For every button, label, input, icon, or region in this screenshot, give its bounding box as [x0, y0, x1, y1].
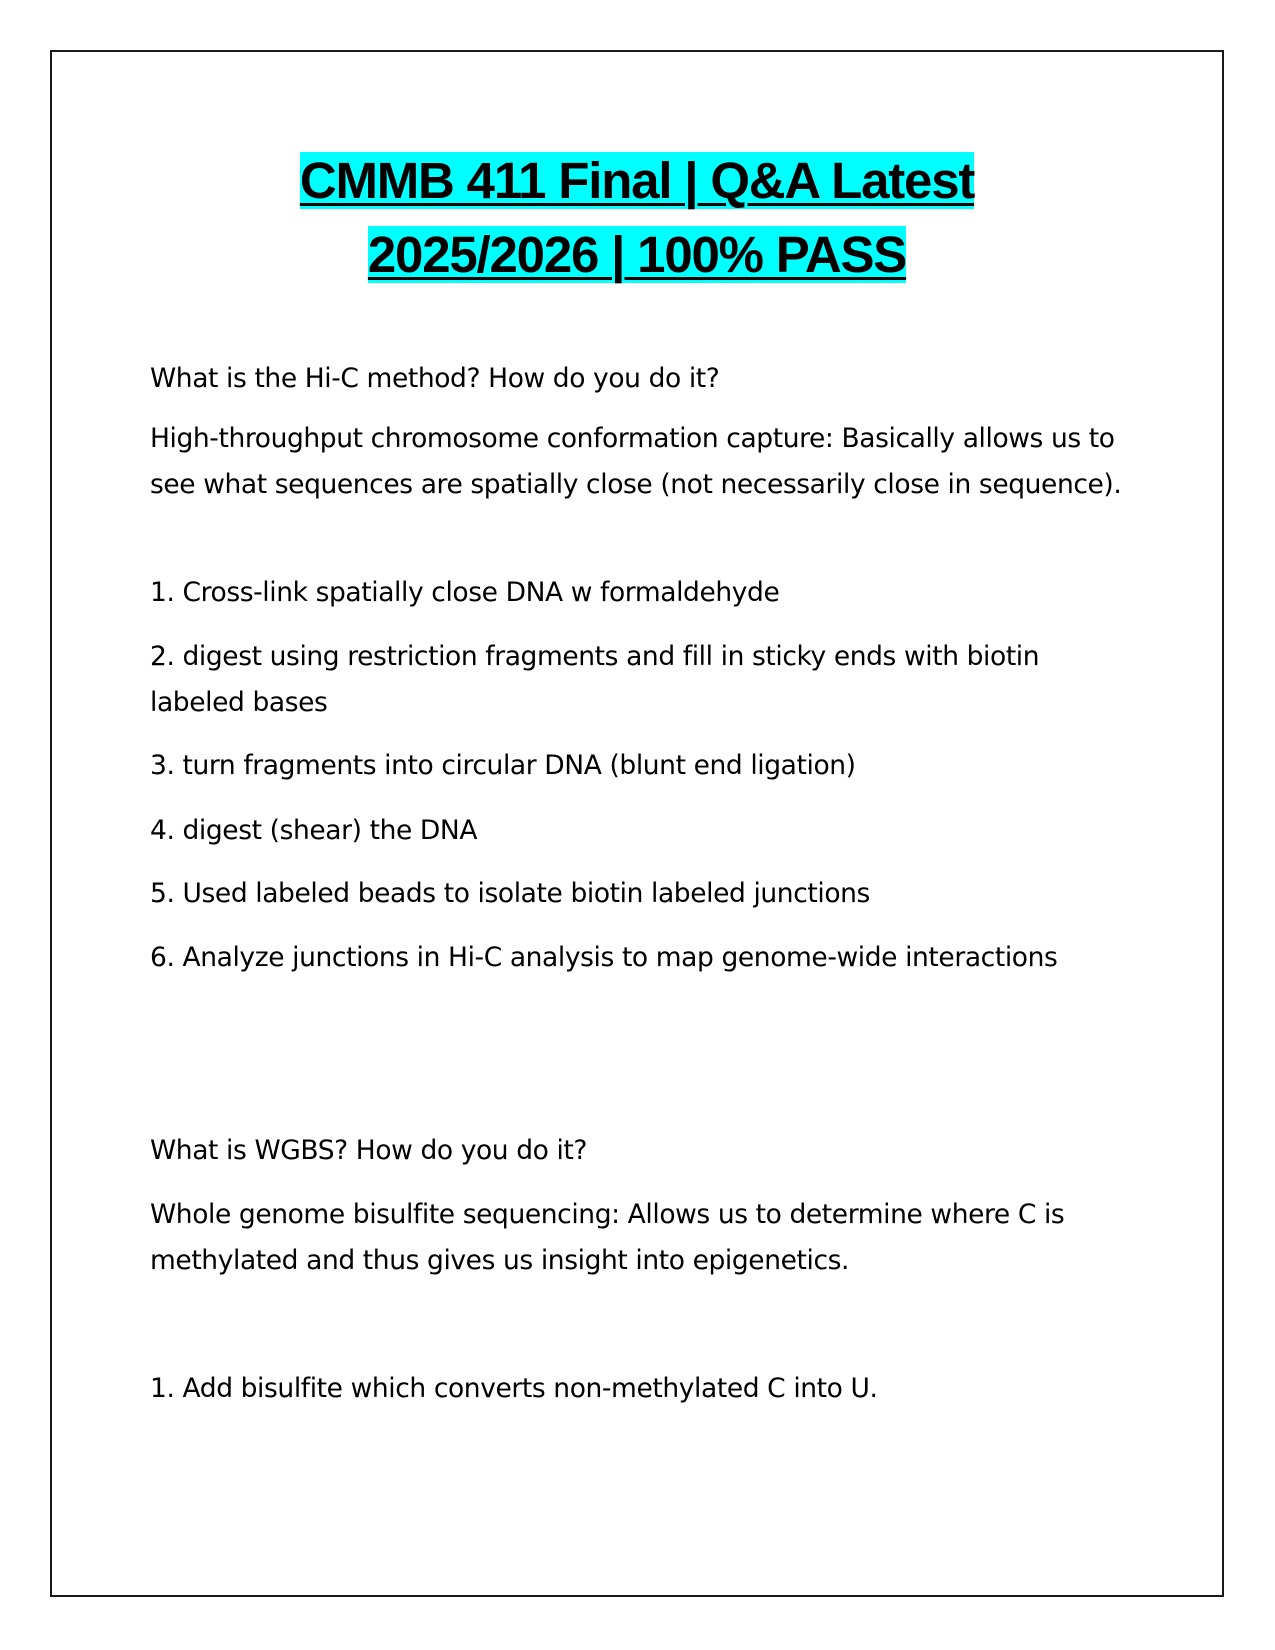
title-line-2: 2025/2026 | 100% PASS: [367, 226, 907, 283]
wgbs-step-1: 1. Add bisulfite which converts non-methylated C into U.: [150, 1373, 878, 1404]
question-hic: What is the Hi-C method? How do you do it?: [150, 363, 720, 394]
hic-step-2: 2. digest using restriction fragments and fill in sticky ends with biotin labeled bases: [150, 641, 1040, 718]
title-line-1: CMMB 411 Final | Q&A Latest: [299, 152, 975, 209]
hic-step-6: 6. Analyze junctions in Hi-C analysis to map genome-wide interactions: [150, 942, 1058, 973]
answer-hic: High-throughput chromosome conformation capture: Basically allows us to see what sequences are spatially close (not necessarily close in sequence).: [150, 423, 1122, 500]
hic-step-5: 5. Used labeled beads to isolate biotin labeled junctions: [150, 878, 870, 909]
document-title: [50, 144, 1224, 292]
question-wgbs: What is WGBS? How do you do it?: [150, 1135, 588, 1166]
hic-step-3: 3. turn fragments into circular DNA (blunt end ligation): [150, 750, 856, 781]
hic-step-1: 1. Cross-link spatially close DNA w formaldehyde: [150, 577, 780, 608]
answer-wgbs: Whole genome bisulfite sequencing: Allows us to determine where C is methylated and thus gives us insight into epigenetics.: [150, 1199, 1065, 1276]
hic-step-4: 4. digest (shear) the DNA: [150, 815, 478, 846]
